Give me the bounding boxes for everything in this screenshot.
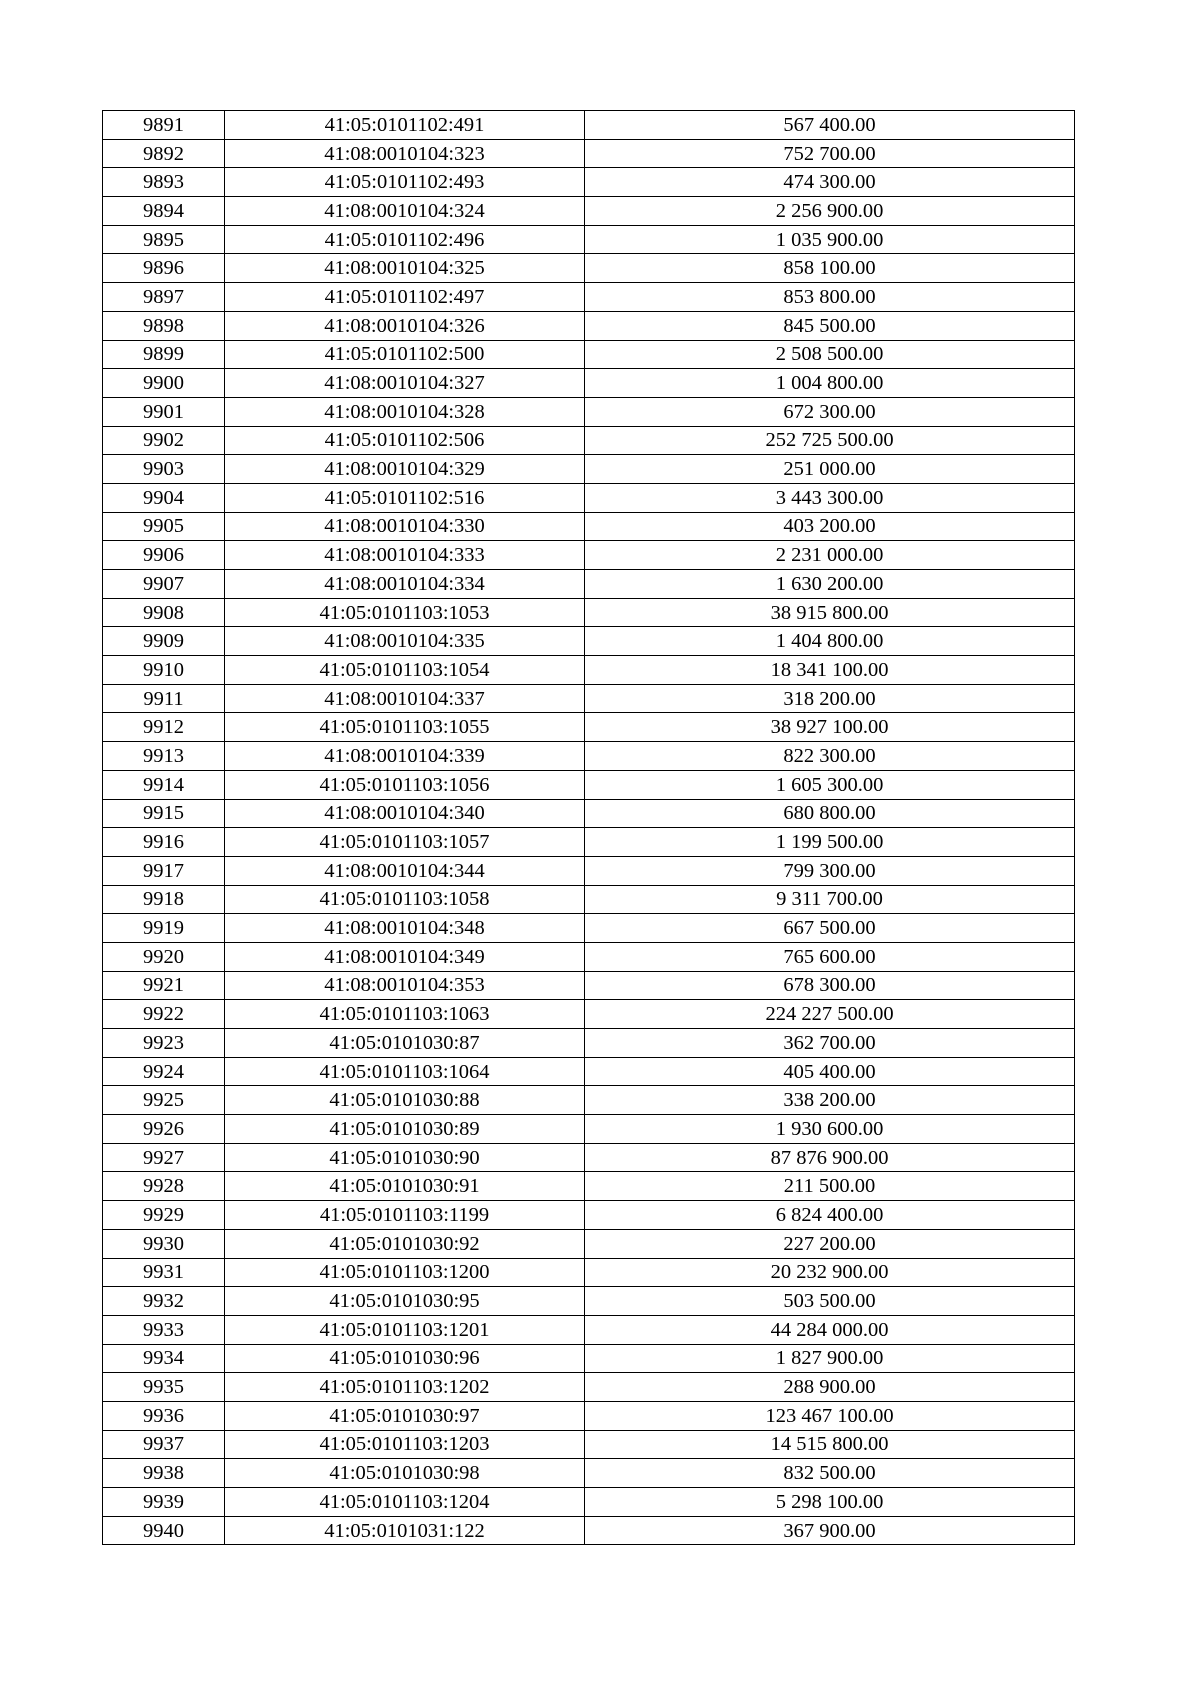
cadastral-value-cell: 20 232 900.00	[585, 1258, 1075, 1287]
table-row	[103, 254, 1075, 283]
cadastral-number-cell: 41:08:0010104:325	[225, 254, 585, 283]
cadastral-number-cell: 41:08:0010104:340	[225, 799, 585, 828]
cadastral-number-cell: 41:05:0101103:1064	[225, 1057, 585, 1086]
cadastral-number-cell: 41:05:0101030:92	[225, 1229, 585, 1258]
row-number-cell: 9908	[103, 598, 225, 627]
row-number-cell: 9901	[103, 397, 225, 426]
table-row	[103, 1086, 1075, 1115]
table-row	[103, 1229, 1075, 1258]
cadastral-number-cell: 41:05:0101102:496	[225, 225, 585, 254]
cadastral-number-cell: 41:05:0101103:1063	[225, 1000, 585, 1029]
cadastral-number-cell: 41:05:0101102:516	[225, 483, 585, 512]
cadastral-number-cell: 41:05:0101102:506	[225, 426, 585, 455]
cadastral-number-cell: 41:05:0101103:1204	[225, 1488, 585, 1517]
cadastral-value-cell: 9 311 700.00	[585, 885, 1075, 914]
table-row	[103, 1430, 1075, 1459]
cadastral-value-cell: 362 700.00	[585, 1029, 1075, 1058]
cadastral-value-cell: 858 100.00	[585, 254, 1075, 283]
table-row	[103, 770, 1075, 799]
table-row	[103, 397, 1075, 426]
cadastral-value-cell: 567 400.00	[585, 111, 1075, 140]
row-number-cell: 9929	[103, 1201, 225, 1230]
cadastral-value-cell: 403 200.00	[585, 512, 1075, 541]
row-number-cell: 9905	[103, 512, 225, 541]
cadastral-value-cell: 227 200.00	[585, 1229, 1075, 1258]
row-number-cell: 9902	[103, 426, 225, 455]
table-row	[103, 828, 1075, 857]
cadastral-number-cell: 41:08:0010104:329	[225, 455, 585, 484]
cadastral-value-cell: 680 800.00	[585, 799, 1075, 828]
row-number-cell: 9916	[103, 828, 225, 857]
row-number-cell: 9899	[103, 340, 225, 369]
cadastral-value-cell: 503 500.00	[585, 1287, 1075, 1316]
cadastral-value-cell: 765 600.00	[585, 942, 1075, 971]
cadastral-value-cell: 6 824 400.00	[585, 1201, 1075, 1230]
table-row	[103, 1488, 1075, 1517]
table-row	[103, 311, 1075, 340]
cadastral-number-cell: 41:08:0010104:335	[225, 627, 585, 656]
cadastral-number-cell: 41:05:0101031:122	[225, 1516, 585, 1545]
row-number-cell: 9891	[103, 111, 225, 140]
cadastral-value-cell: 1 827 900.00	[585, 1344, 1075, 1373]
cadastral-number-cell: 41:08:0010104:327	[225, 369, 585, 398]
row-number-cell: 9898	[103, 311, 225, 340]
table-row	[103, 1315, 1075, 1344]
table-row	[103, 942, 1075, 971]
table-row	[103, 369, 1075, 398]
row-number-cell: 9930	[103, 1229, 225, 1258]
row-number-cell: 9932	[103, 1287, 225, 1316]
table-row	[103, 483, 1075, 512]
cadastral-value-cell: 678 300.00	[585, 971, 1075, 1000]
table-row	[103, 971, 1075, 1000]
cadastral-number-cell: 41:05:0101103:1055	[225, 713, 585, 742]
cadastral-number-cell: 41:05:0101102:500	[225, 340, 585, 369]
row-number-cell: 9933	[103, 1315, 225, 1344]
table-row	[103, 684, 1075, 713]
row-number-cell: 9912	[103, 713, 225, 742]
cadastral-number-cell: 41:05:0101030:96	[225, 1344, 585, 1373]
cadastral-value-cell: 123 467 100.00	[585, 1401, 1075, 1430]
row-number-cell: 9915	[103, 799, 225, 828]
row-number-cell: 9938	[103, 1459, 225, 1488]
cadastral-number-cell: 41:08:0010104:353	[225, 971, 585, 1000]
row-number-cell: 9922	[103, 1000, 225, 1029]
row-number-cell: 9937	[103, 1430, 225, 1459]
row-number-cell: 9896	[103, 254, 225, 283]
cadastral-value-cell: 1 404 800.00	[585, 627, 1075, 656]
table-row	[103, 627, 1075, 656]
cadastral-value-cell: 405 400.00	[585, 1057, 1075, 1086]
cadastral-value-cell: 1 930 600.00	[585, 1115, 1075, 1144]
cadastral-number-cell: 41:08:0010104:330	[225, 512, 585, 541]
cadastral-value-cell: 288 900.00	[585, 1373, 1075, 1402]
row-number-cell: 9931	[103, 1258, 225, 1287]
cadastral-value-table	[102, 110, 1075, 1545]
row-number-cell: 9926	[103, 1115, 225, 1144]
cadastral-number-cell: 41:08:0010104:349	[225, 942, 585, 971]
row-number-cell: 9924	[103, 1057, 225, 1086]
table-row	[103, 598, 1075, 627]
row-number-cell: 9895	[103, 225, 225, 254]
table-container	[102, 110, 1075, 1545]
table-row	[103, 225, 1075, 254]
cadastral-number-cell: 41:08:0010104:348	[225, 914, 585, 943]
row-number-cell: 9911	[103, 684, 225, 713]
cadastral-value-cell: 224 227 500.00	[585, 1000, 1075, 1029]
cadastral-number-cell: 41:05:0101102:491	[225, 111, 585, 140]
row-number-cell: 9936	[103, 1401, 225, 1430]
row-number-cell: 9914	[103, 770, 225, 799]
table-row	[103, 455, 1075, 484]
cadastral-number-cell: 41:05:0101103:1199	[225, 1201, 585, 1230]
cadastral-number-cell: 41:08:0010104:323	[225, 139, 585, 168]
table-row	[103, 1000, 1075, 1029]
table-row	[103, 713, 1075, 742]
row-number-cell: 9893	[103, 168, 225, 197]
cadastral-value-cell: 752 700.00	[585, 139, 1075, 168]
cadastral-number-cell: 41:05:0101030:90	[225, 1143, 585, 1172]
cadastral-number-cell: 41:05:0101030:91	[225, 1172, 585, 1201]
cadastral-value-cell: 38 915 800.00	[585, 598, 1075, 627]
row-number-cell: 9906	[103, 541, 225, 570]
cadastral-value-cell: 799 300.00	[585, 856, 1075, 885]
cadastral-value-cell: 5 298 100.00	[585, 1488, 1075, 1517]
row-number-cell: 9934	[103, 1344, 225, 1373]
cadastral-number-cell: 41:05:0101103:1203	[225, 1430, 585, 1459]
row-number-cell: 9894	[103, 197, 225, 226]
table-row	[103, 512, 1075, 541]
table-row	[103, 168, 1075, 197]
cadastral-number-cell: 41:05:0101103:1057	[225, 828, 585, 857]
cadastral-value-cell: 1 605 300.00	[585, 770, 1075, 799]
cadastral-value-cell: 252 725 500.00	[585, 426, 1075, 455]
cadastral-value-cell: 672 300.00	[585, 397, 1075, 426]
table-row	[103, 1143, 1075, 1172]
cadastral-number-cell: 41:05:0101103:1054	[225, 656, 585, 685]
row-number-cell: 9919	[103, 914, 225, 943]
cadastral-value-cell: 1 199 500.00	[585, 828, 1075, 857]
table-row	[103, 340, 1075, 369]
table-row	[103, 1201, 1075, 1230]
cadastral-number-cell: 41:05:0101030:89	[225, 1115, 585, 1144]
table-row	[103, 197, 1075, 226]
cadastral-value-cell: 845 500.00	[585, 311, 1075, 340]
row-number-cell: 9920	[103, 942, 225, 971]
cadastral-value-cell: 18 341 100.00	[585, 656, 1075, 685]
table-row	[103, 1258, 1075, 1287]
row-number-cell: 9892	[103, 139, 225, 168]
table-row	[103, 1516, 1075, 1545]
cadastral-value-cell: 3 443 300.00	[585, 483, 1075, 512]
cadastral-number-cell: 41:05:0101030:97	[225, 1401, 585, 1430]
table-row	[103, 1401, 1075, 1430]
cadastral-number-cell: 41:05:0101103:1200	[225, 1258, 585, 1287]
row-number-cell: 9904	[103, 483, 225, 512]
row-number-cell: 9939	[103, 1488, 225, 1517]
cadastral-number-cell: 41:05:0101030:95	[225, 1287, 585, 1316]
row-number-cell: 9935	[103, 1373, 225, 1402]
table-row	[103, 541, 1075, 570]
table-row	[103, 283, 1075, 312]
row-number-cell: 9918	[103, 885, 225, 914]
cadastral-value-cell: 1 035 900.00	[585, 225, 1075, 254]
cadastral-value-cell: 1 630 200.00	[585, 570, 1075, 599]
row-number-cell: 9913	[103, 742, 225, 771]
row-number-cell: 9907	[103, 570, 225, 599]
table-row	[103, 570, 1075, 599]
cadastral-value-cell: 251 000.00	[585, 455, 1075, 484]
table-row	[103, 111, 1075, 140]
cadastral-number-cell: 41:05:0101030:87	[225, 1029, 585, 1058]
cadastral-value-cell: 2 231 000.00	[585, 541, 1075, 570]
table-row	[103, 799, 1075, 828]
table-row	[103, 1172, 1075, 1201]
cadastral-number-cell: 41:05:0101103:1056	[225, 770, 585, 799]
cadastral-number-cell: 41:08:0010104:337	[225, 684, 585, 713]
cadastral-number-cell: 41:08:0010104:344	[225, 856, 585, 885]
row-number-cell: 9897	[103, 283, 225, 312]
row-number-cell: 9925	[103, 1086, 225, 1115]
table-row	[103, 1057, 1075, 1086]
cadastral-number-cell: 41:08:0010104:328	[225, 397, 585, 426]
cadastral-value-cell: 318 200.00	[585, 684, 1075, 713]
cadastral-value-cell: 2 256 900.00	[585, 197, 1075, 226]
cadastral-value-cell: 38 927 100.00	[585, 713, 1075, 742]
table-row	[103, 856, 1075, 885]
table-row	[103, 1115, 1075, 1144]
table-row	[103, 914, 1075, 943]
cadastral-number-cell: 41:05:0101102:497	[225, 283, 585, 312]
row-number-cell: 9923	[103, 1029, 225, 1058]
cadastral-value-cell: 474 300.00	[585, 168, 1075, 197]
row-number-cell: 9940	[103, 1516, 225, 1545]
cadastral-value-cell: 211 500.00	[585, 1172, 1075, 1201]
cadastral-number-cell: 41:08:0010104:339	[225, 742, 585, 771]
table-row	[103, 885, 1075, 914]
row-number-cell: 9927	[103, 1143, 225, 1172]
cadastral-number-cell: 41:08:0010104:324	[225, 197, 585, 226]
row-number-cell: 9921	[103, 971, 225, 1000]
cadastral-number-cell: 41:08:0010104:334	[225, 570, 585, 599]
cadastral-value-cell: 667 500.00	[585, 914, 1075, 943]
table-row	[103, 656, 1075, 685]
cadastral-value-cell: 1 004 800.00	[585, 369, 1075, 398]
table-row	[103, 1373, 1075, 1402]
cadastral-number-cell: 41:05:0101102:493	[225, 168, 585, 197]
cadastral-value-cell: 14 515 800.00	[585, 1430, 1075, 1459]
cadastral-value-cell: 853 800.00	[585, 283, 1075, 312]
cadastral-number-cell: 41:05:0101103:1053	[225, 598, 585, 627]
row-number-cell: 9909	[103, 627, 225, 656]
cadastral-value-cell: 338 200.00	[585, 1086, 1075, 1115]
table-row	[103, 1344, 1075, 1373]
cadastral-value-cell: 44 284 000.00	[585, 1315, 1075, 1344]
table-row	[103, 1287, 1075, 1316]
row-number-cell: 9917	[103, 856, 225, 885]
table-row	[103, 426, 1075, 455]
table-row	[103, 1029, 1075, 1058]
table-row	[103, 742, 1075, 771]
row-number-cell: 9910	[103, 656, 225, 685]
row-number-cell: 9900	[103, 369, 225, 398]
table-row	[103, 139, 1075, 168]
cadastral-number-cell: 41:08:0010104:333	[225, 541, 585, 570]
table-body	[103, 111, 1075, 1545]
cadastral-value-cell: 367 900.00	[585, 1516, 1075, 1545]
row-number-cell: 9928	[103, 1172, 225, 1201]
cadastral-value-cell: 87 876 900.00	[585, 1143, 1075, 1172]
row-number-cell: 9903	[103, 455, 225, 484]
table-row	[103, 1459, 1075, 1488]
cadastral-value-cell: 822 300.00	[585, 742, 1075, 771]
cadastral-number-cell: 41:05:0101103:1201	[225, 1315, 585, 1344]
cadastral-number-cell: 41:05:0101103:1202	[225, 1373, 585, 1402]
cadastral-number-cell: 41:05:0101030:98	[225, 1459, 585, 1488]
cadastral-value-cell: 832 500.00	[585, 1459, 1075, 1488]
cadastral-number-cell: 41:05:0101103:1058	[225, 885, 585, 914]
cadastral-number-cell: 41:05:0101030:88	[225, 1086, 585, 1115]
cadastral-number-cell: 41:08:0010104:326	[225, 311, 585, 340]
cadastral-value-cell: 2 508 500.00	[585, 340, 1075, 369]
